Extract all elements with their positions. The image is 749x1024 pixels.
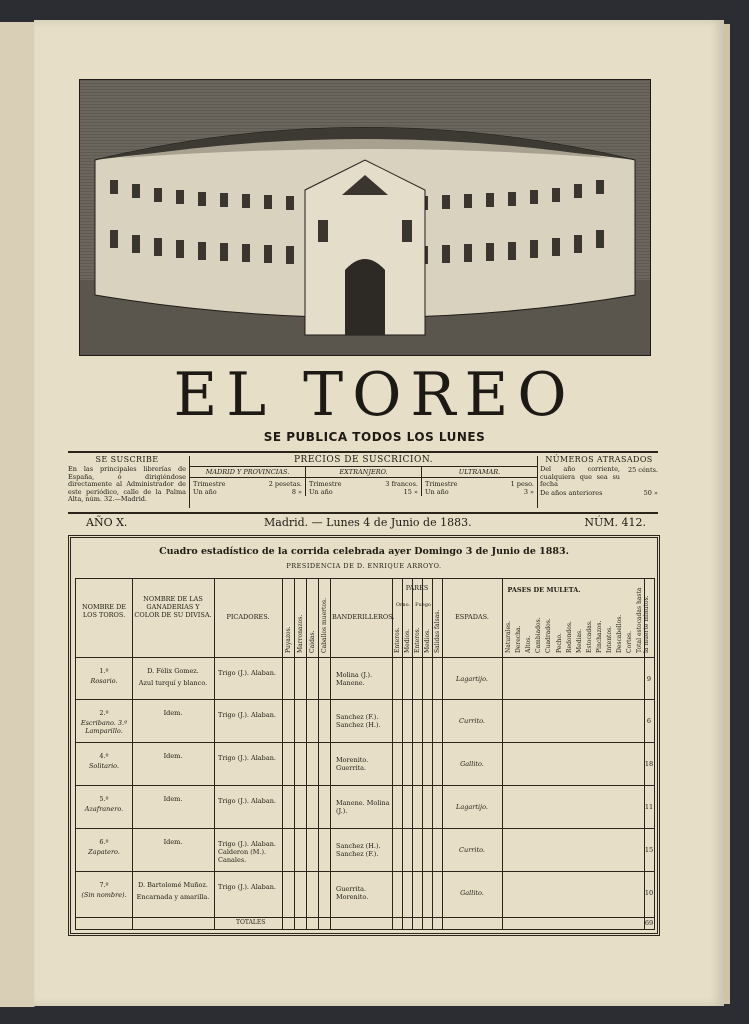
grid-line [412, 579, 413, 929]
header-muleta-col: Cambiados. [535, 617, 543, 653]
precio-value: 1 peso. [510, 480, 534, 488]
banderilleros: Sanchez (F.). Sanchez (H.). [336, 713, 381, 729]
header-muleta-col: Derecha. [515, 625, 523, 653]
ganaderia: D. Félix Gomez. [147, 667, 199, 675]
table-title: Cuadro estadístico de la corrida celebrada ayer Domingo 3 de Junio de 1883. [159, 546, 569, 557]
subscription-info [68, 451, 658, 514]
header-pares-group: Fuego [415, 602, 431, 608]
grid-line [76, 742, 654, 743]
grid-line [76, 871, 654, 872]
picadores: Trigo (J.). Alaban. [218, 883, 276, 891]
picadores: Trigo (J.). Alaban. Calderon (M.). Canales. [218, 840, 276, 864]
totals-total: 69 [644, 919, 654, 927]
banderilleros: Morenito. Guerrita. [336, 756, 369, 772]
precio-label: Trimestre [193, 480, 226, 488]
ganaderia: Idem. [163, 838, 183, 846]
header-caballos: Caballos muertos. [321, 597, 328, 653]
header-muleta-col: Redondos. [565, 621, 573, 653]
header-muleta-col: Altos. [525, 635, 533, 653]
precio-value: 3 francos. [385, 480, 418, 488]
precio-value: 3 » [523, 488, 534, 496]
header-picadores: PICADORES. [226, 613, 270, 621]
grid-line [306, 579, 307, 929]
header-espadas: ESPADAS. [455, 613, 489, 621]
precio-label: Un año [309, 488, 333, 496]
grid-line [330, 579, 331, 929]
header-pares: PARES [405, 584, 429, 592]
banderilleros: Manene. Molina (J.). [336, 799, 390, 815]
suscribe-column [68, 456, 186, 504]
suscribe-title: SE SUSCRIBE [95, 455, 159, 464]
header-muleta-col: Cuadrados. [545, 618, 553, 653]
bullring-engraving [79, 79, 651, 356]
header-muleta-col: Pinchazos. [595, 620, 603, 653]
precio-extranjero [306, 467, 422, 496]
header-nombre: NOMBRE DE LOS TOROS. [81, 603, 127, 619]
grid-line [132, 579, 133, 929]
toro-name: (Sin nombre). [81, 891, 127, 899]
precio-label: Un año [425, 488, 449, 496]
grid-line [422, 579, 423, 929]
toro-number: 5.º [99, 795, 109, 803]
grid-line [76, 785, 654, 786]
grid-line [442, 579, 443, 929]
header-pares-sub: Enteros. [414, 627, 421, 653]
atrasados-title: NÚMEROS ATRASADOS [545, 455, 653, 464]
statistics-table [68, 535, 660, 936]
atrasados-label: De años anteriores [540, 488, 603, 497]
toro-number: 4.º [99, 752, 109, 760]
ganaderia: D. Bartolomé Muñoz. [138, 881, 208, 889]
banderilleros: Guerrita. Morenito. [336, 885, 369, 901]
issue-year: AÑO X. [86, 516, 128, 529]
page-edge [724, 24, 730, 1004]
grid-line [392, 579, 393, 929]
header-caidas: Caidas. [309, 630, 316, 653]
precios-title: PRECIOS DE SUSCRICION. [190, 456, 537, 467]
atrasados-value: 25 cénts. [627, 466, 658, 474]
espada: Lagartijo. [456, 803, 488, 811]
header-muleta-col: Pecho. [555, 633, 563, 653]
precio-value: 2 pesetas. [268, 480, 302, 488]
header-muleta-col: Estocadas. [585, 620, 593, 653]
toro-number: 6.º [99, 838, 109, 846]
header-banderilleros: BANDERILLEROS. [332, 613, 395, 621]
picadores: Trigo (J.). Alaban. [218, 711, 276, 719]
grid-line [76, 699, 654, 700]
banderilleros: Sanchez (H.). Sanchez (F.). [336, 842, 381, 858]
precio-label: Un año [193, 488, 217, 496]
toro-name: Rosario. [90, 677, 118, 685]
atrasados-label: Del año corriente, cualquiera que sea su fecha [540, 465, 620, 488]
row-total: 10 [644, 889, 654, 897]
table-presidency: PRESIDENCIA DE D. ENRIQUE ARROYO. [286, 562, 442, 570]
row-total: 18 [644, 760, 654, 768]
precio-region: ULTRAMAR. [422, 467, 537, 478]
grid-line [214, 579, 215, 929]
row-total: 11 [644, 803, 654, 811]
ganaderia: Idem. [163, 752, 183, 760]
espada: Currito. [459, 717, 485, 725]
grid-line [318, 579, 319, 929]
ganaderia: Idem. [163, 709, 183, 717]
picadores: Trigo (J.). Alaban. [218, 754, 276, 762]
header-pares-sub: Medios. [424, 628, 431, 653]
espada: Gallito. [460, 889, 484, 897]
toro-number: 2.º [99, 709, 109, 717]
row-total: 9 [646, 675, 652, 683]
header-muleta-col: Descabellos. [616, 614, 624, 653]
header-pares-group: Orno. [395, 602, 411, 608]
grid-line [294, 579, 295, 929]
precios-column [189, 456, 538, 508]
issue-date: Madrid. — Lunes 4 de Junio de 1883. [264, 516, 472, 529]
toro-number: 7.º [99, 881, 109, 889]
grid-line [432, 579, 433, 929]
row-total: 15 [644, 846, 654, 854]
header-muleta-col: Intentos. [606, 625, 613, 653]
header-salidas: Salidas falsas. [434, 609, 441, 653]
header-muleta-col: Naturales. [505, 620, 512, 653]
ganaderia: Idem. [163, 795, 183, 803]
header-muleta-col: Total estocadas hasta la muerte minutos. [636, 587, 651, 653]
masthead-title: EL TOREO [173, 360, 576, 430]
header-muleta: PASES DE MULETA. [507, 586, 581, 594]
espada: Lagartijo. [456, 675, 488, 683]
toro-number: 1.º [99, 667, 109, 675]
precio-madrid [190, 467, 306, 496]
grid-line [76, 657, 654, 658]
header-puyazos: Puyazos. [285, 626, 292, 653]
totals-label: TOTALES [236, 919, 266, 926]
masthead-subtitle: SE PUBLICA TODOS LOS LUNES [263, 430, 486, 444]
espada: Gallito. [460, 760, 484, 768]
header-ganaderia: NOMBRE DE LAS GANADERIAS Y COLOR DE SU DIVISA. [134, 595, 212, 619]
toro-name: Escribano. 3.º Lamparillo. [80, 719, 128, 735]
precio-region: EXTRANJERO. [306, 467, 421, 478]
grid-line [502, 579, 503, 929]
header-pares-sub: Medios. [404, 628, 411, 653]
precio-region: MADRID Y PROVINCIAS. [190, 467, 305, 478]
divisa: Azul turquí y blanco. [138, 679, 208, 687]
header-muleta-col: Cortes. [626, 630, 634, 653]
precio-ultramar [422, 467, 537, 496]
facing-page-edge [0, 22, 35, 1007]
espada: Currito. [459, 846, 485, 854]
toro-name: Solitario. [88, 762, 120, 770]
row-total: 6 [646, 717, 652, 725]
picadores: Trigo (J.). Alaban. [218, 797, 276, 805]
table-grid [75, 578, 655, 930]
header-pares-sub: Enteros. [394, 627, 401, 653]
header-marronazos: Marronazos. [297, 614, 304, 653]
precio-label: Trimestre [309, 480, 342, 488]
atrasados-column [540, 456, 658, 497]
grid-line [76, 917, 654, 918]
toro-name: Azafranero. [84, 805, 124, 813]
precio-value: 8 » [291, 488, 302, 496]
grid-line [402, 579, 403, 929]
divisa: Encarnada y amarilla. [136, 893, 210, 901]
grid-line [282, 579, 283, 929]
toro-name: Zapatero. [88, 848, 120, 856]
picadores: Trigo (J.). Alaban. [218, 669, 276, 677]
grid-line [76, 828, 654, 829]
atrasados-value: 50 » [643, 488, 658, 497]
suscribe-text: En las principales librerías de España, ó dirigiéndose directamente al Administrador de este periódico, calle de la Palma Alta, núm. 32.—Madrid. [68, 465, 186, 503]
header-muleta-col: Medias. [575, 628, 583, 653]
banderilleros: Molina (J.). Manene. [336, 671, 373, 687]
precio-label: Trimestre [425, 480, 458, 488]
issue-number: NÚM. 412. [584, 516, 646, 529]
precio-value: 15 » [403, 488, 418, 496]
